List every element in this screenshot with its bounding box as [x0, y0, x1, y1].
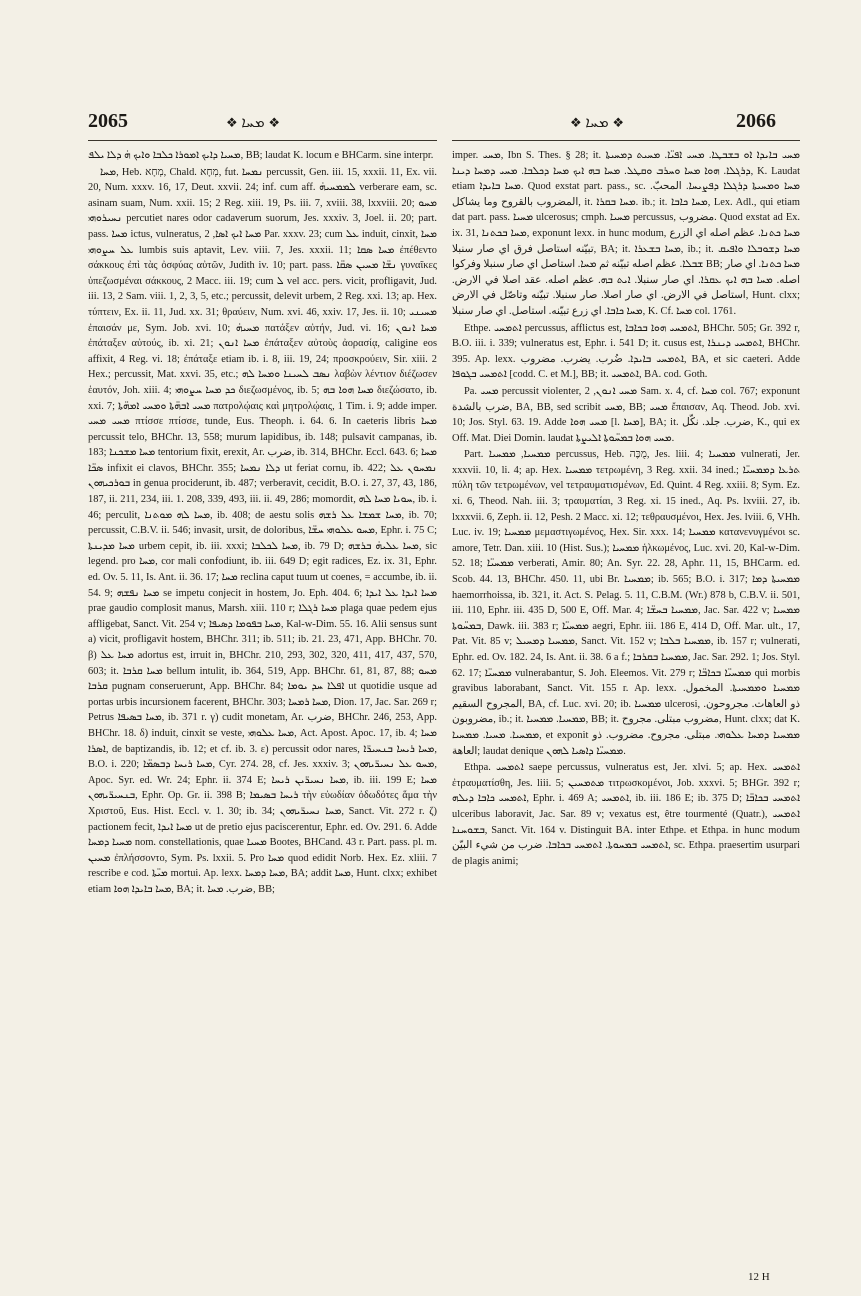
- entry-paragraph: ܡܚܐ, Heb. מְחָא, Chald. מְחָא, fut. ܢܡܚܐ percussit, Gen. iii. 15, xxxii. 11, Ex. vii. 20, Num. xxxv. 16, 17, Deut. xxvii. 24; inf. cum aff. ܠܡܡܚܝܗ̇ verberare eam, sc. asinam suam, Num. xxii. 15; 2 Reg. xiii. 19, Ps. iii. 7, xviii. 38, lxxviii. 20; ܡܚܘ ܢܚܝܪܘܗܝ percutiet nares odor cadaverum suorum, Jes. xxxiv. 3, Joel. ii. 20; part. pass. ܡܚܐ ictus, vulneratus, ܡܚܐ ܐܝܟ ܐܣܐ, 2 Par. xxxv. 23; cum ܥܠ induit, cinxit, ܡܚܐ ܥܠ ܚܨܘܗܝ lumbis suis aptavit, Lev. viii. 7, Jes. xxxii. 11; ܡܚܐ ܣܩܐ ἐπέθεντο σάκκους ἐπὶ τὰς ὀσφύας αὐτῶν, Judith iv. 10; part. pass. ܢܫ̈ܐ ܡܚܝܢ ܣܩ̈ܐ γυναῖκες ὑπεζωσμέναι σάκκους, 2 Macc. iii. 19; cum ܠ vel acc. pers. vicit, profligavit, Jud. iii. 13, 2 Sam. viii. 1, 2, 3, 5, etc.; percussit, delevit urbem, 2 Reg. xxi. 13; ap. Hex. τύπτειν, Ex. ii. 11, Jud. xx. 31; θραύειν, Num. xvi. 46, xxiv. 17, Jes. ii. 10; ܡܚܝܢܝ ἐπαισάν με, Sym. Job. xvi. 10; ܡܚܝܗ̇ πατάξεν αὐτήν, Jud. vi. 16; ܡܚܐ ܐܢܘܢ ἐπάταξεν αὐτούς, ib. xi. 21; ܡܚܐ ܐܢܘܢ ἐπάταξεν αὐτοὺς ἀορασίᾳ, caligine eos affixit, 4 Reg. vi. 18; ἐπάταξε etiam ib. i. 8, iii. 19, 24; προσκρούειν, Sir. xiii. 2 Hex.; percussit, Mat. xxvi. 35, etc.; ܢܣܒ ܠܚܝܢܐ ܘܡܚܐ ܠܗ λαβὼν λέντιον διέζωσεν ἑαυτόν, Joh. xiii. 4; ܟܕ ܡܚܐ ܚܨܘܗܝ διεζωσμένος, ib. 5; ܡܚܐ ܗܘܐ ܒܗ διεζώσατο, ib. xxi. 7; ܡܚܝ ܐܒܗ̈ܬܐ ܘܡܚܝ ܐܡܗ̈ܬܐ πατρολῴαις καὶ μητρολῴαις, 1 Tim. i. 9; adde imper. ܡܚܝ ܡܚܝ πτίσσε πτίσσε, tunde, Eus. Theoph. i. 64. 6. In caeteris libris ܡܚܐ percussit telo, BHChr. 13, 558; murum lapidibus, ib. 148; pulsavit campanas, ib. 183; ܡܚܐ ܡܫܟܢܐ tentorium fixit, erexit, Ar. ضرب, ib. 314, BHChr. Eccl. 643. 6; ܡܚܐ ܣܟ̈ܐ infixit ei clavos, BHChr. 355; ܕܠܐ ܢܡܚܐ ut feriat cornu, ib. 422; ܢܡܚܘܢ ܥܠ ܒܘܪܟܝܗܘܢ in genua prociderunt, ib. 487; verberavit, cecidit, B.O. i. 27, 37, 43, 186, 187, ii. 211, 234, iii. 1. 208, 339, 493, iii. ii. 49, 286; momordit, ܚܘܝܐ ܡܚܐ ܠܗ, ib. i. 46; perculit, ܡܚܐ ܠܗ ܡܘܬܢܐ, ib. 408; de aestu solis ܡܚܐ ܫܡܫܐ ܥܠ ܪܫܗ, ib. 70; percussit, C.B.V. ii. 546; invasit, ursit, de doloribus, ܡܚܘ ܥܠܘܗܝ ܚܫ̈ܐ, Ephr. i. 75 C; ܡܚܐ ܡܕܝܢܬܐ urbem cepit, ib. iii. xxxi; ܡܚܐ ܠܟܠܒܐ, ib. 79 D; ܡܚܐ ܥܠܝܗ̇ ܒܪܫܗ, sic legend. pro ܡܚܐ, cor mali confodiunt, ib. iii. 649 D; egit radices, Ez. ix. 31, Ephr. ed. Ov. 5. 11, Is. Ant. ii. 36. 17; ܡܚܐ reclina caput tuum ut coenes, = accumbe, ib. ii. 54. 9; ܡܚܐ ܢܦܫܗ se impetu conjecit in hostem, Jo. Eph. 404. 6; ܡܚܐ ܐܝܕܐ ܥܠ ܐܝܕܐ prae gaudio complosit manus, Marsh. xiii. 110 r; ܡܚܐ ܪܓܠܐ plaga quae pedem ejus affligebat, Sanct. Vit. 254 v; ܡܚܐ ܒܦܘܡܐ ܕܣܝܦܐ, Kal-w-Dim. 55. 16. Alii sensus sunt a) vicit, profligavit hostem, BHChr. 311; ib. 511; ib. 21. 23, 471, App. BHChr. 70. β) ܡܚܐ ܥܠ adortus est, irruit in, BHChr. 210, 293, 302, 320, 411, 417, 437, 570, 603; it. ܡܚܐ ܩܪܒܐ bellum intulit, ib. 364, 519, App. BHChr. 61, 81, 87, 88; ܡܚܘ ܩܪܒܐ pugnam conseruerunt, App. BHChr. 84; ܐܦܠܐ ܚܕ ܝܘܡܐ ut quotidie usque ad portas urbis incursionem facerent, BHChr. 303; ܡܚܐ ܪܡܚܐ, Dion. 17, Jac. Sar. 269 r; Petrus ܡܚܐ ܒܣܝܦܐ, ib. 371 r. γ) cudit monetam, Ar. ضرب, BHChr. 246, 253, App. BHChr. 18. δ) induit, cinxit se veste, ܡܚܐ ܥܠܘܗܝ, Act. Apost. Apoc. 17, ib. 4; ܡܚܐ ܐܣܪܐ, de baptizandis, ib. 12; et cf. ib. 3. ε) percussit odor nares, ܡܚܐ ܪܝܚܐ ܒܢܚܝܪ̈ܐ, B.O. i. 220; ܡܚܐ ܪܝܚܐ ܕܒܣܡ̈ܐ, Cyr. 274. 28, cf. Jes. xxxiv. 3; ܡܚܘ ܥܠ ܢܚܝܪ̈ܝܗܘܢ, Apoc. Syr. ed. Wr. 24; Ephr. ii. 374 E; ܡܚܐ ܢܚܝܪ̈ܝܢ ܪܝܚܐ, ib. iii. 199 E; ܡܚܐ ܒܢܚܝܪ̈ܝܗܘܢ, Ephr. Op. Gr. ii. 398 B; ܪܝܚܐ ܒܣܝܡܐ τὴν εὐωδίαν ὀδωδότες ἅμα τὴν Χριστοῦ, Eus. Hist. Eccl. v. 1. 30; ib. 34; ܡܚܐ ܢܚܝܪ̈ܝܗܘܢ, Sanct. Vit. 272 r. ζ) pactionem fecit, ܡܚܐ ܐܝܕܐ ut de pretio ejus paciscerentur, Ephr. ed. Ov. 291. 6. Adde ܡܚܝܐ ܕܡܚܐ nom. constellationis, quae ܡܚܝܐ Bootes, BHCand. 43 r. Part. pass. pl. m. ܡܚܝܢ ἐπλήσσοντο, Sym. Ps. lxxii. 5. Pro ܡܚܐ quod edidit Norb. Hex. Ez. xliii. 7 rescribe e cod. ܡܝ̈ܬܐ mortui. Ap. lexx. ܡܚܐ ܕܡܚܐ, BA; addit ܡܚܐ, Hunt. clxx; exhibet etiam ܡܚܐ ܒܐܝܕܐ ܗܘܐ, BA; it. ضرب. ܡܚܐ, BB;: [88, 166, 437, 895]
- entry-paragraph: ܡܚܝܐ ܕܐܝܟ ܐܡܘܪܐ ܟܠܒܐ ܘܐܝܟ ܗ̇ ܕܠܐ ܝܠܦ, BB; laudat K. locum e BHCarm. sine interpr.: [88, 150, 434, 161]
- ornament-icon: ❖: [226, 115, 238, 130]
- left-page-number: 2065: [88, 110, 128, 132]
- running-head-left: [226, 114, 280, 132]
- header-rule-left: [88, 140, 437, 141]
- entry-paragraph: Ethpe. ܐܬܡܚܝ percussus, afflictus est, ܐܬܡܚܝ ܗܘܐ ܒܟܐܒܐ, BHChr. 505; Gr. 392 r, B.O. iii. i. 339; vulneratus est, Ephr. i. 541 D; it. cusus est, ܐܬܡܚܝ ܕܝܢܪܐ, BHChr. 395. Ap. lexx. ܐܬܡܚܝ ܒܐܝܕܐ. ضُرب. يضرب. مضروب, BA, et sic caeteri. Adde ܐܬܡܚܝ ܒܓܘܦܐ [codd. C. et M.], BB; it. ܐܬܡܚܝ, BA. cod. Goth.: [452, 322, 800, 381]
- entry-paragraph: imper. ܡܚܝ, Ibn S. Thes. § 28; it. ܡܚܝ ܒܐܝܕܐ ܐܘ ܒܫܒܛܐ. ܡܚܝ ܐܦܝ̈ܐ. ܡܚܝܬ ܕܡܚܝܬܐ ܕܪܓܠܐ. ܗܘܐ ܡܚܐ ܘܚܪܒ ܘܩܛܠ. ܡܚܐ ܒܗ ܐܝܟ ܡܚܐ ܕܟܠܒܐ. ܡܚܝ ܕܡܚܐ ܕܝܢܐ, K. Laudat etiam ܡܚܐ ܒܐܝܕܐ. Quod exstat part. pass., sc. ܡܚܐ ܘܡܚܝܬܐ ܕܪܓܠܐ ܕܦܨܝܚܐ. المحبّ. المضروب بالقروح وما يشاكل, it. ܡܚܐ ܒܩܪܐ. ib.; it. ܡܚܐ ܟܐܒܐ, Lex. Adl., qui etiam dat part. pass. ܡܚܝܐ ulcerosus; cmph. ܡܚܝܐ percussus, مضروب. Quod exstat ad Ex. ix. 31, ܡܚܐ ܒܟܬܢܐ, exponunt lexx. in hunc modum, ܡܚܐ ܟܬܢܐ. عظم اصله اي الزرع تبيّنه استاصل فرق اي صار سنبلا, BA; it. ܡܚܐ ܒܫܥܪܐ, ib.; it. ܡܚܐ ܕܫܘܒܠܐ ܘܐܦܝܩ ܫܒܠܐ. عظم اصله تبيّنه ثم ܡܚܐ. استاصل اي صار سنبلا وفركوا BB; ܡܚܐ ܟܬܢܐ. اي صار اصله. ܡܚܐ ܒܗ ܐܝܟ ܥܩܪܐ. اي صار سنبلا. ܐܝܬ ܒܗ. عظم اصله. عقد اصلا في الارض. استاصل في الارض. اي صار اصلا. صار سنبلا. تبيّنه وتاصّل في الارض, Hunt. clxx; ܡܚܐ ܟܐܒܐ. اي زرع تبيّنه. استاصل. اي صار سنبلا, K. Cf. ܡܚܐ col. 1761.: [452, 150, 800, 317]
- ornament-icon: ❖: [612, 115, 625, 130]
- left-column: [88, 148, 437, 1258]
- ornament-icon: ❖: [268, 115, 281, 130]
- running-head-right-word: ܡܚܐ: [585, 115, 609, 131]
- page-header: [0, 104, 861, 138]
- entry-paragraph: Pa. ܡܚܝ percussit violenter, ܡܚܝ ܐܢܘܢ, 2 Sam. x. 4, cf. ܡܚܐ col. 767; exponunt ضرب بالشدة, BA, BB, sed scribit ܡܚܝ, BB; ܡܚܝ ἔπαισαν, Aq. Theod. Job. xvi. 10; Jos. Styl. 63. 19. Adde ܡܚܝ ܗܘܐ [l. ܡܚܐ], BA; it. ضرب. جلد. نكّل, K., qui ex Off. Mat. Diei Domin. laudat ܡܚܝ ܗܘܐ ܒܡܚ̈ܘܬܐ ܐܠܝܨܬܐ.: [452, 385, 800, 444]
- header-rule-right: [452, 140, 800, 141]
- running-head-right: [570, 114, 624, 132]
- signature-mark: 12 H: [748, 1271, 770, 1283]
- right-page-number: 2066: [736, 110, 776, 132]
- right-column: [452, 148, 800, 1270]
- entry-paragraph: Ethpa. ܐܬܡܚܝ saepe percussus, vulneratus est, Jer. xlvi. 5; ap. Hex. ܐܬܡܚܝ ἐτραυματίσθη, Jes. liii. 5; ܡܬܡܚܝܢ τιτρωσκομένοι, Job. xxxvi. 5; BHGr. 392 r; ܐܬܡܚܝ ܟܐܒܐ ܕܝܠܗ, Ephr. i. 469 A; ܐܬܡܚܝ, ib. iii. 186 E; ib. 375 D; ܐܬܡܚܝ ܒܟܐܒ̈ܐ ulceribus laboravit, Jac. Sar. 89 v; vexatus est, être tourmenté (Quatr.), ܐܬܡܚܝ ܒܫܘܚܢܐ, Sanct. Vit. 164 v. Distinguit BA. inter Ethpe. et Ethpa. in hunc modum ܐܬܡܚܝ ܒܡܚܘܬܐ. ܐܬܡܚܝ ܒܟܐܒܐ. ضرب من شيء البيّن, sc. Ethpa. praesertim usurpari de plagis animi;: [452, 762, 800, 867]
- ornament-icon: ❖: [570, 115, 582, 130]
- running-head-left-word: ܡܚܐ: [241, 115, 265, 131]
- entry-paragraph: Part. ܡܡܚܝܐ, ܡܡܚܝܐ percussus, Heb. מֻכֶּה, Jes. liii. 4; ܡܡܚܝܐ vulnerati, Jer. xxxvii. 10, li. 4; ap. Hex. ܡܡܚܝܐ τετρωμένη, 3 Reg. xxii. 34 ined.; ܬܪܥܐ ܕܡܡܚܝ̈ܐ πύλη τῶν τετρωμένων, vel τετραυματισμένων, Ed. Quint. 4 Reg. xxiii. 8; Sym. Ez. xi. 6, Theod. Nah. iii. 3; τραυματίαι, 3 Reg. xi. 15 ined., Aq. Ps. lxviii. 27, ib. lxxxvii. 6, Zeph. ii. 12, Pesh. 2 Macc. xi. 12; τεθραυσμένοι, Hex. Jes. lviii. 6, VHh. Luc. iv. 19; ܡܡܚܝܐ μεμαστιγωμένος, Hex. Sir. xxx. 14; ܡܡܚܝܐ κατανενυγμένοι sc. amore, Tetr. Dan. xiii. 10 (Hist. Sus.); ܡܡܚܝܐ ἡλκωμένος, Luc. xvi. 20, Kal-w-Dim. 52. 18; ܡܡܚܝ̈ܐ verberati, Amir. 80; An. Syr. 22. 28, Aphr. 11, 15, BHCarm. ed. Scob. 44. 13, BHChr. 450. 11, ubi Br. ܡܡܚܝܐ; ib. 565; B.O. i. 317; ܡܡܚܝܬܐ ܕܡܐ haemorrhoissa, ib. 321, it. Act. S. Pelag. 5. 11, C.B.M. (Wr.) 878 b, C.B.V. ii. 501, iii. 110, Ephr. iii. 435 D, 500 E, Off. Mar. 4; ܡܡܚܝܐ ܒܚܫ̈ܐ, Jac. Sar. 422 v; ܡܡܚܝܐ ܒܡܚ̈ܘܬܐ, Dawk. iii. 383 r; ܡܡܚܝ̈ܐ aegri, Ephr. iii. 186 E, 414 D, Off. Mar. ult., 17, Pat. Vit. 85 v; ܡܡܚܝܐ ܕܡܚܝܠ, Sanct. Vit. 152 v; ܡܡܚܝܐ ܒܠܒܐ, ib. 157 r; vulnerati, Ephr. ed. Ov. 182. 24, Is. Ant. ii. 38. 6 a f.; ܡܡܚܝܐ ܒܩܪܒܐ, Jac. Sar. 292. 1; Jos. Styl. 62. 17; ܡܡܚܝ̈ܐ vulnerabantur, S. Joh. Eleemos. Vit. 279 r; ܡܡܚܝ̈ܐ ܒܟܐܒ̈ܐ qui morbis gravibus laborabant, Sanct. Vit. 155 r. Ap. lexx. ܡܡܚܝܐ ܘܡܡܚܝܬܐ. المخمول. المجروح السقيم, BA, cf. Luc. xvi. 20; ib. ܡܡܚܝܐ ulcerosi, ذو العاهات. مجروحون. مضروبون, ib.; it. ܡܡܚܝܐ. ܡܡܚܝܐ, BB; it. مضروب مبتلى. مجروح, Hunt. clxx; dat K. ܡܡܚܝܐ. ܡܚܝܐ. ܡܡܚܝܐ, et exponit ܡܡܚܝܐ ܕܡܚܐ ܥܠܘܗܝ. مبتلى. مجروح. مضروب. ذو العاهة; laudat denique ܡܡܚܝ̈ܐ ܕܐܣܝܐ ܠܗܘܢ.: [452, 449, 800, 757]
